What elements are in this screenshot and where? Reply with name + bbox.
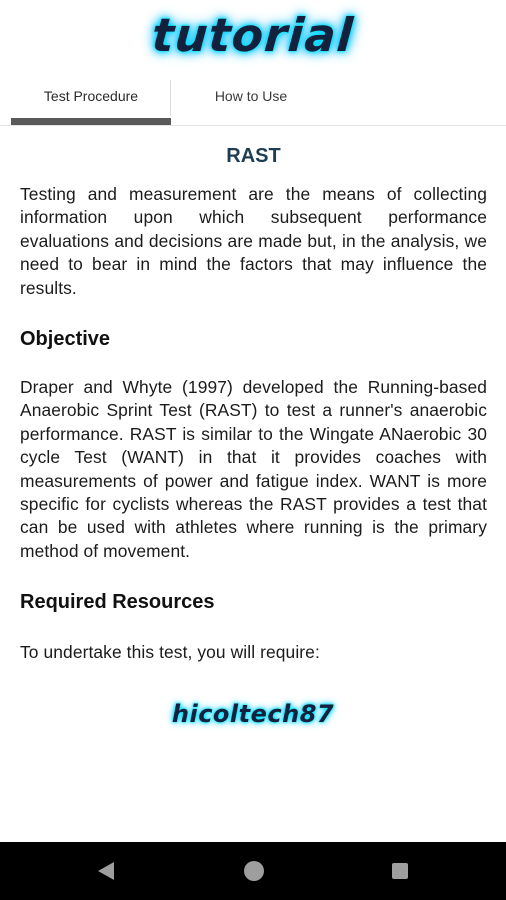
active-tab-indicator <box>11 118 171 125</box>
intro-paragraph: Testing and measurement are the means of collecting information upon which subsequent performance evaluations and decisions are made but, in the analysis, we need to bear in mind the factors that may influence the results. <box>20 184 487 298</box>
recent-apps-icon[interactable] <box>388 859 412 883</box>
app-header <box>0 0 506 74</box>
section-heading-required-resources: Required Resources <box>20 591 215 614</box>
tab-test-procedure[interactable] <box>11 74 171 118</box>
objective-paragraph: Draper and Whyte (1997) developed the Running-based Anaerobic Sprint Test (RAST) to test a runner's anaerobic performance. RAST is similar to the Wingate ANaerobic 30 cycle Test (WANT) in that it provides coaches with measurements of power and fatigue index. WANT is more specific for cyclists whereas the RAST provides a test that can be used with athletes where running is the primary method of movement. <box>20 377 487 561</box>
tutorial-logo: tutorial <box>150 8 356 62</box>
watermark-logo: hicoltech87 <box>171 700 335 728</box>
page-title: RAST <box>226 145 281 167</box>
tab-label: How to Use <box>214 88 288 104</box>
required-resources-paragraph: To undertake this test, you will require: <box>20 642 320 663</box>
home-icon[interactable] <box>242 859 266 883</box>
tutorial-content <box>20 125 487 705</box>
tab-bar <box>0 74 506 126</box>
tab-how-to-use[interactable] <box>171 74 331 118</box>
system-navigation-bar <box>0 842 506 900</box>
back-icon[interactable] <box>94 859 118 883</box>
section-heading-objective: Objective <box>20 328 111 351</box>
tab-label: Test Procedure <box>43 88 139 104</box>
